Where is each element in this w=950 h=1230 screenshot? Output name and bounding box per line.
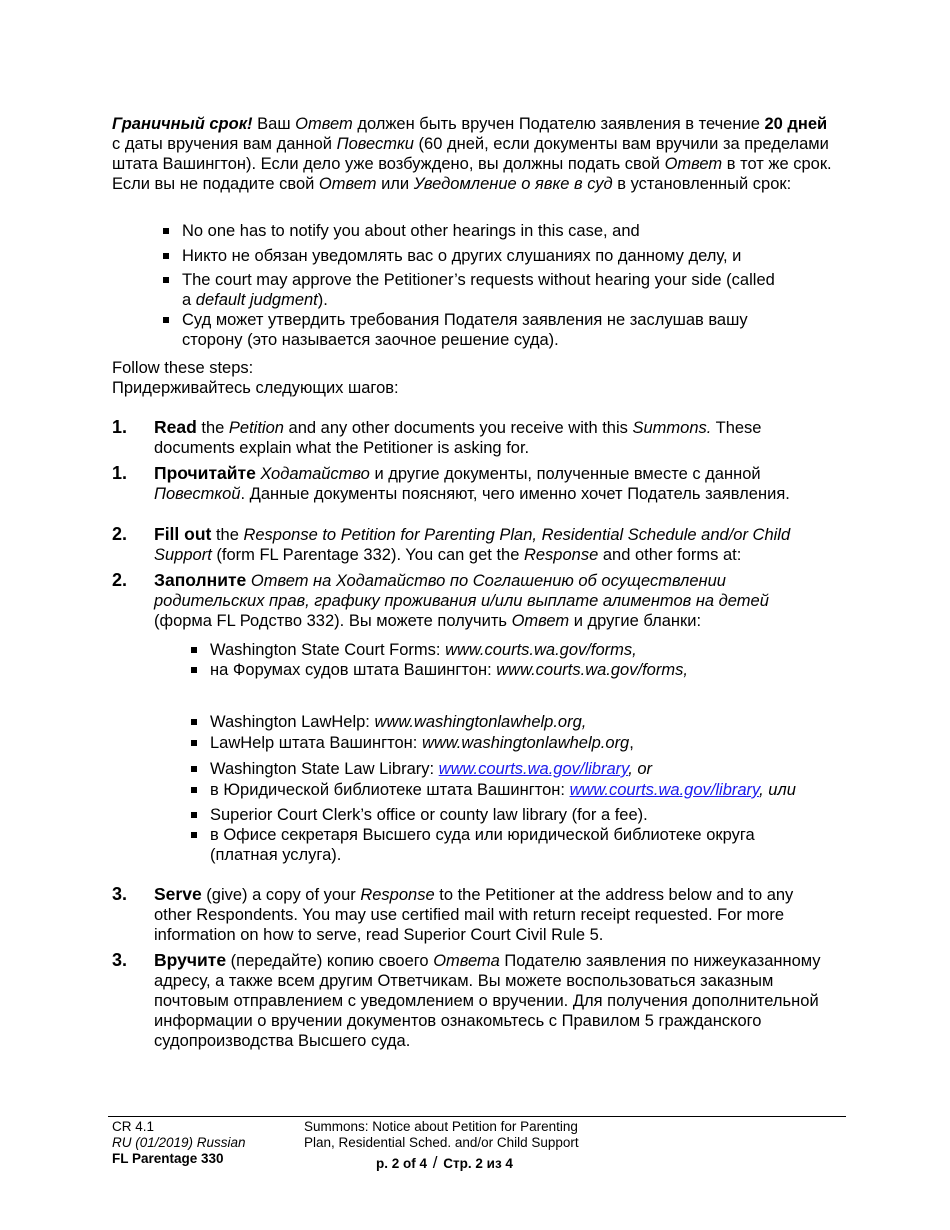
bullet-icon (191, 740, 197, 746)
bullet-icon (191, 832, 197, 838)
list-item: No one has to notify you about other hearings in this case, and (182, 221, 842, 241)
page-number: p. 2 of 4 / Стр. 2 из 4 (376, 1153, 513, 1172)
document-page: Граничный срок! Ваш Ответ должен быть вручен Подателю заявления в течение 20 дней с даты вручения вам данной Повестки (60 дней, если документы вам вручили за пределами штата Вашингтон). Если дело уже возбуждено, вы должны подать свой Ответ в тот же срок. Если вы не подадите свой Ответ или Уведомление о явке в суд в установленный срок: No one has to notify you about other hearings in this case, and Никто не обязан уведомлять вас о других слушаниях по данному делу, и The court may approve the Petitioner’s requests without hearing your side (called a default judgment). Суд может утвердить требования Подателя заявления не заслушав вашу сторону (это называется заочное решение суда). Follow these steps: Придерживайтесь следующих шагов: 1. Read the Petition and any other documents you receive with this Summons. These documents explain what the Petitioner is asking for. 1. Прочитайте Ходатайство и другие документы, полученные вместе с данной Повесткой. Данные документы поясняют, чего именно хочет Податель заявления. 2. Fill out the Response to Petition for Parenting Plan, Residential Schedule and/or Child Support (form FL Parentage 332). You can get the Response and other forms at: 2. Заполните Ответ на Ходатайство по Соглашению об осуществлении родительских прав, графику проживания и/или выплате алиментов на детей (форма FL Родство 332). Вы можете получить Ответ и другие бланки: Washington State Court Forms: www.courts.wa.gov/forms, на Форумах судов штата Вашингтон: www.courts.wa.gov/forms, Washington LawHelp: www.washingtonlawhelp.org, LawHelp штата Вашингтон: www.washingtonlawhelp.org, Washington State Law Library: www.courts.wa.gov/library, or в Юридической библиотеке штата Вашингтон: www.courts.wa.gov/library, или Superior Court Clerk’s office or county law library (for a fee). в Офисе секретаря Высшего суда или юридической библиотеке округа (платная услуга). 3. Serve (give) a copy of your Response to the Petitioner at the address below and to any other Respondents. You may use certified mail with return receipt requested. For more information on how to serve, read Superior Court Civil Rule 5. 3. Вручите (передайте) копию своего Ответа Подателю заявления по нижеуказанному адресу, а также всем другим Ответчикам. Вы можете воспользоваться заказным почтовым отправлением с уведомлением о вручении. Для получения дополнительной информации о вручении документов ознакомьтесь с Правилом 5 гражданского судопроизводства Высшего суда. CR 4.1 RU (01/2019) Russian FL Parentage 330 Summons: Notice about Petition for Parenting Plan, Residential Sched. and/or Child Support p. 2 of 4 / Стр. 2 из 4 (0, 0, 950, 1230)
list-item: в Юридической библиотеке штата Вашингтон: www.courts.wa.gov/library, или (210, 780, 850, 800)
list-item: Washington State Court Forms: www.courts.wa.gov/forms, (210, 640, 850, 660)
list-item: The court may approve the Petitioner’s requests without hearing your side (called a default judgment). (182, 270, 782, 310)
footer-divider (108, 1116, 846, 1117)
follow-steps-ru: Придерживайтесь следующих шагов: (112, 379, 399, 397)
footer-title: Summons: Notice about Petition for Parenting Plan, Residential Sched. and/or Child Support (304, 1119, 579, 1150)
bullet-icon (163, 253, 169, 259)
bullet-icon (191, 647, 197, 653)
bullet-icon (191, 667, 197, 673)
bullet-icon (191, 766, 197, 772)
list-item: Суд может утвердить требования Подателя заявления не заслушав вашу сторону (это называется заочное решение суда). (182, 310, 802, 350)
footer-form-info: CR 4.1 RU (01/2019) Russian FL Parentage 330 (112, 1119, 246, 1166)
bullet-icon (191, 787, 197, 793)
follow-steps-en: Follow these steps: (112, 359, 254, 377)
list-item: LawHelp штата Вашингтон: www.washingtonlawhelp.org, (210, 733, 850, 753)
list-item: на Форумах судов штата Вашингтон: www.courts.wa.gov/forms, (210, 660, 850, 680)
bullet-icon (191, 812, 197, 818)
list-item: Washington LawHelp: www.washingtonlawhelp.org, (210, 712, 850, 732)
deadline-paragraph: Граничный срок! Ваш Ответ должен быть вручен Подателю заявления в течение 20 дней с даты вручения вам данной Повестки (60 дней, если документы вам вручили за пределами штата Вашингтон). Если дело уже возбуждено, вы должны подать свой Ответ в тот же срок. Если вы не подадите свой Ответ или Уведомление о явке в суд в установленный срок: (112, 115, 832, 193)
bullet-icon (163, 228, 169, 234)
law-library-link-ru[interactable]: www.courts.wa.gov/library (569, 781, 760, 799)
bullet-icon (163, 317, 169, 323)
bullet-icon (163, 277, 169, 283)
bullet-icon (191, 719, 197, 725)
list-item: в Офисе секретаря Высшего суда или юридической библиотеке округа (платная услуга). (210, 825, 810, 865)
deadline-lead: Граничный срок! (112, 115, 253, 133)
law-library-link[interactable]: www.courts.wa.gov/library (438, 760, 629, 778)
list-item: Washington State Law Library: www.courts.wa.gov/library, or (210, 759, 850, 779)
list-item: Никто не обязан уведомлять вас о других слушаниях по данному делу, и (182, 246, 842, 266)
list-item: Superior Court Clerk’s office or county law library (for a fee). (210, 805, 850, 825)
